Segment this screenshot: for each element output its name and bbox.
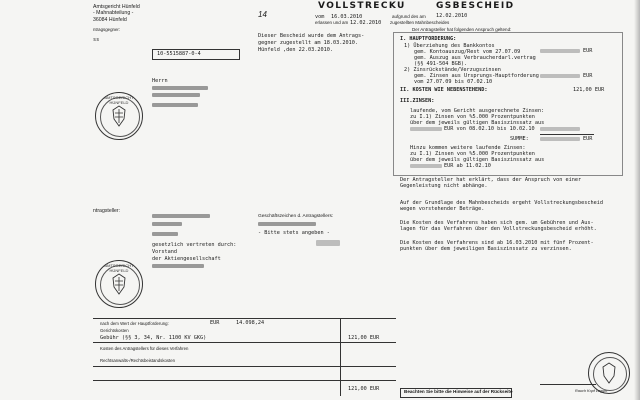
court-seal-corner-icon <box>588 352 630 394</box>
zugestellt-label: zugestellten Mahnbescheides <box>390 20 450 25</box>
interest-line-c: über dem jeweils gültigen Basiszinssatz aus <box>410 120 545 126</box>
redacted-recipient-name <box>152 86 208 90</box>
claim-2c: vom 27.07.09 bis 07.02.10 <box>414 79 493 85</box>
claims-section-iii: III.ZINSEN: <box>400 98 435 104</box>
interest-note-2: punkten über dem jeweiligen Basiszinssatz zu verzinsen. <box>400 246 572 252</box>
court-seal-bottom-icon <box>95 260 143 308</box>
sum-label: SUMME: <box>510 136 529 142</box>
redacted-applicant-name <box>152 214 210 218</box>
claims-section-ii: II. KOSTEN WIE NEBENSTEHEND: <box>400 87 488 93</box>
notice-line-3: Hünfeld ,den 22.03.2010. <box>258 47 333 53</box>
date-aufgrund: 12.02.2010 <box>436 13 468 19</box>
notice-line-1: Dieser Bescheid wurde dem Antrags- <box>258 33 365 39</box>
redacted-claim-2-amount <box>540 74 580 78</box>
redacted-applicant-line3 <box>152 232 178 236</box>
claims-section-i: I. HAUPTFORDERUNG: <box>400 36 457 42</box>
statement-line-b: Gegenleistung nicht abhänge. <box>400 183 488 189</box>
reference-note: - Bitte stets angeben - <box>258 230 330 236</box>
table-row3-label: Gebühr (§§ 3, 34, Nr. 1100 KV GKG) <box>100 335 207 341</box>
claim-2-currency: EUR <box>583 73 593 79</box>
table-row1-amount: 14.098,24 <box>236 320 265 326</box>
table-row3-amount: 121,00 EUR <box>348 335 380 341</box>
notice-line-2: gegner zugestellt am 18.03.2010. <box>258 40 358 46</box>
represented-by: gesetzlich vertreten durch: <box>152 242 237 248</box>
claim-2a: 2) Zinsrückstände/Verzugszinsen <box>404 67 501 73</box>
table-row1-currency: EUR <box>210 320 220 326</box>
table-row4-label: Kosten des Antragstellers für dieses Verfahren <box>100 346 189 351</box>
statement-line-a: Der Antragsteller hat erklärt, dass der Anspruch von einer <box>400 177 582 183</box>
interest-line-b: zu I.1) Zinsen von %5.000 Prozentpunkten <box>410 114 535 120</box>
date-vom: 16.03.2010 <box>331 14 363 20</box>
redacted-claim-1-amount <box>540 49 580 53</box>
court-address: 36084 Hünfeld <box>93 17 127 23</box>
table-column-rule <box>340 318 341 396</box>
table-rule-2 <box>93 342 396 343</box>
claim-1c: gem. Auszug aus Verbraucherdarl.vertrag <box>414 55 536 61</box>
table-row5-label: Rechtsanwalts-/Rechtsbeistandskosten <box>100 358 175 363</box>
number-label: ss <box>93 37 100 43</box>
table-top-rule <box>93 318 396 319</box>
reference-label: Geschäftszeichen d. Antragstellers: <box>258 214 334 219</box>
claims-section-ii-amount: 121,00 EUR <box>573 87 605 93</box>
footer-note: Beachten Sie bitte die Hinweise auf der Rückseite <box>404 389 513 394</box>
interest-line-d: EUR von 08.02.10 bis 10.02.10 <box>444 126 535 132</box>
court-name: Amtsgericht Hünfeld <box>93 4 140 10</box>
redacted-interest-base <box>410 127 442 131</box>
heading-right: GSBESCHEID <box>436 1 515 11</box>
redacted-applicant-line2 <box>152 222 182 226</box>
table-rule-4 <box>93 380 396 381</box>
cost-line-2: lagen für das Verfahren über den Vollstreckungsbescheid erhöht. <box>400 226 597 232</box>
recipient-salutation: Herrn <box>152 78 168 84</box>
antragsgegner-label: ntragsgegner: <box>93 27 121 32</box>
interest-note-1: Die Kosten des Verfahrens sind ab 16.03.2010 mit fünf Prozent- <box>400 240 594 246</box>
claim-1b: gem. Kontoauszug/Rest vom 27.07.09 <box>414 49 521 55</box>
redacted-reference <box>258 222 316 226</box>
redacted-contact <box>316 240 340 246</box>
redacted-recipient-city <box>152 103 198 107</box>
date-vom-label: vom <box>315 14 325 20</box>
court-department: - Mahnabteilung - <box>93 10 134 16</box>
table-total-amount: 121,00 EUR <box>348 386 380 392</box>
redacted-board-names <box>152 264 204 268</box>
claim-1a: 1) Überziehung des Bankkontos <box>404 43 495 49</box>
erlassen-label: erlassen und am <box>315 20 349 25</box>
further-interest-b: zu I.1) Zinsen von %5.000 Prozentpunkten <box>410 151 535 157</box>
scan-edge-shadow <box>634 0 640 400</box>
basis-line-1: Auf der Grundlage des Mahnbescheids ergeht Vollstreckungsbescheid <box>400 200 604 206</box>
table-row1-label: nach dem Wert der Hauptforderung: <box>100 321 169 326</box>
signature-label: Rauch Kopf Lagger <box>575 389 608 393</box>
heading-left: VOLLSTRECKU <box>318 1 406 11</box>
company-label: der Aktiengesellschaft <box>152 256 221 262</box>
basis-line-2: wegen vorstehender Beträge. <box>400 206 485 212</box>
further-interest-c: über dem jeweils gültigen Basiszinssatz aus <box>410 157 545 163</box>
interest-line-a: laufende, vom Gericht ausgerechnete Zinsen: <box>410 108 545 114</box>
cost-line-1: Die Kosten des Verfahrens haben sich gem. um Gebühren und Aus- <box>400 220 594 226</box>
redacted-sum-amount <box>540 137 580 141</box>
table-row2-label: Gerichtskosten <box>100 328 129 333</box>
signature-line <box>540 384 596 385</box>
antragsteller-label: ntragsteller: <box>93 208 121 214</box>
claim-1d: (§§ 491-504 BGB). <box>414 61 468 67</box>
sum-currency: EUR <box>583 136 593 142</box>
date-erlassen: 12.02.2010 <box>350 20 382 26</box>
seal-text-top: AMTSGERICHT HÜNFELD <box>104 95 134 105</box>
sum-rule <box>540 134 594 135</box>
table-rule-3 <box>93 366 396 367</box>
court-seal-top-icon <box>95 92 143 140</box>
page-mark: 14 <box>258 10 267 19</box>
applicant-claims: Der Antragsteller hat folgenden Anspruch geltend: <box>412 27 512 32</box>
claim-1-currency: EUR <box>583 48 593 54</box>
aufgrund-label: aufgrund des am <box>392 14 426 19</box>
redacted-further-base <box>410 164 442 168</box>
further-interest-a: Hinzu kommen weitere laufende Zinsen: <box>410 145 526 151</box>
redacted-interest-amount <box>540 127 580 131</box>
claim-2b: gem. Zinsen aus Ursprungs-Hauptforderung <box>414 73 539 79</box>
board-label: Vorstand <box>152 249 177 255</box>
seal-text-bottom: AMTSGERICHT HÜNFELD <box>104 263 134 273</box>
redacted-recipient-street <box>152 93 200 97</box>
file-number: 10-5515887-0-4 <box>157 51 201 57</box>
further-interest-d: EUR ab 11.02.10 <box>444 163 491 169</box>
